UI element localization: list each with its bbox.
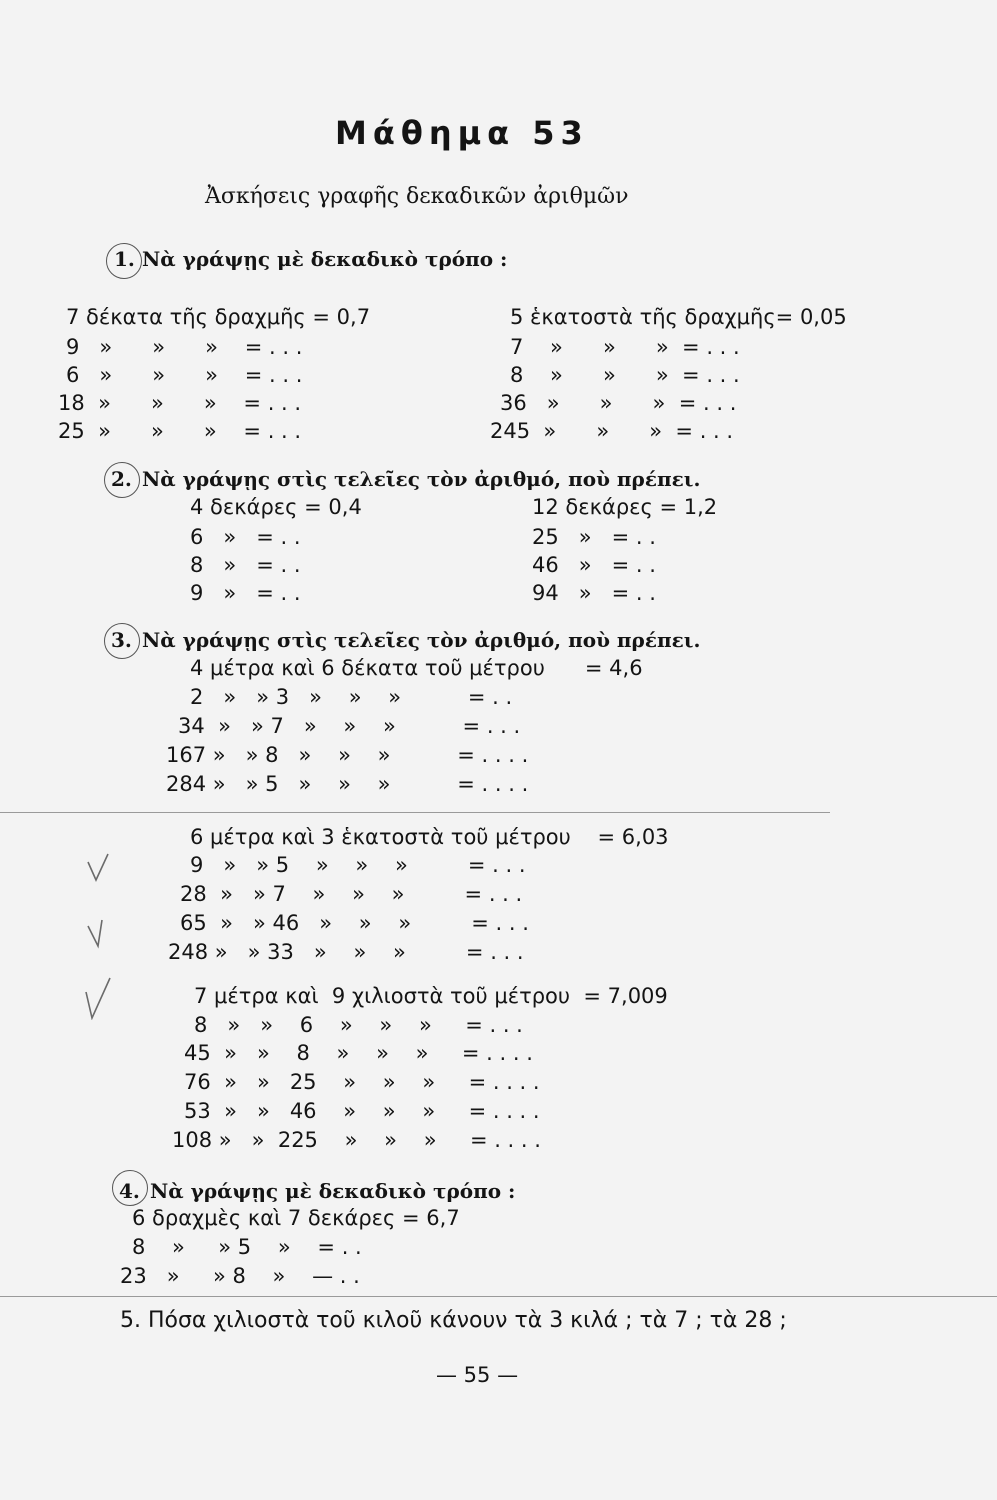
fold-line (0, 812, 830, 813)
exercise-1-left-row: 6 » » » = . . . (66, 363, 303, 387)
exercise-3-row: 2 » » 3 » » » = . . (190, 685, 513, 709)
exercise-3-row: 45 » » 8 » » » = . . . . (184, 1041, 533, 1065)
exercise-2-right-row: 94 » = . . (532, 581, 656, 605)
exercise-2-right-row: 46 » = . . (532, 553, 656, 577)
exercise-3-row: 9 » » 5 » » » = . . . (190, 853, 526, 877)
exercise-3-row: 7 μέτρα καὶ 9 χιλιοστὰ τοῦ μέτρου = 7,009 (194, 984, 668, 1008)
exercise-3-row: 8 » » 6 » » » = . . . (194, 1013, 523, 1037)
page-number: — 55 — (436, 1363, 519, 1387)
exercise-2-left-row: 6 » = . . (190, 525, 301, 549)
fold-line (0, 1296, 997, 1297)
exercise-1-left-row: 7 δέκατα τῆς δραχμῆς = 0,7 (66, 305, 371, 329)
exercise-1-left-row: 9 » » » = . . . (66, 335, 303, 359)
pencil-check-icon (80, 850, 120, 1020)
exercise-3-row: 167 » » 8 » » » = . . . . (166, 743, 529, 767)
exercise-2-heading: Νὰ γράψῃς στὶς τελεῖες τὸν ἀριθμό, ποὺ πρέπει. (142, 467, 701, 491)
exercise-3-heading: Νὰ γράψῃς στὶς τελεῖες τὸν ἀριθμό, ποὺ πρέπει. (142, 628, 701, 652)
exercise-4-row: 23 » » 8 » — . . (120, 1264, 360, 1288)
exercise-2-right-row: 12 δεκάρες = 1,2 (532, 495, 718, 519)
exercise-3-row: 28 » » 7 » » » = . . . (180, 882, 523, 906)
exercise-3-row: 34 » » 7 » » » = . . . (178, 714, 521, 738)
exercise-3-number: 3. (111, 628, 132, 652)
exercise-3-row: 6 μέτρα καὶ 3 ἑκατοστὰ τοῦ μέτρου = 6,03 (190, 825, 669, 849)
exercise-2-left-row: 8 » = . . (190, 553, 301, 577)
exercise-1-right-row: 8 » » » = . . . (510, 363, 740, 387)
exercise-3-row: 53 » » 46 » » » = . . . . (184, 1099, 540, 1123)
exercise-3-row: 76 » » 25 » » » = . . . . (184, 1070, 540, 1094)
exercise-1-right-row: 245 » » » = . . . (490, 419, 734, 443)
exercise-2-number: 2. (111, 467, 132, 491)
exercise-3-row: 248 » » 33 » » » = . . . (168, 940, 524, 964)
exercise-5-question: 5. Πόσα χιλιοστὰ τοῦ κιλοῦ κάνουν τὰ 3 κιλά ; τὰ 7 ; τὰ 28 ; (120, 1308, 787, 1333)
exercise-2-right-row: 25 » = . . (532, 525, 656, 549)
exercise-1-right-row: 5 ἑκατοστὰ τῆς δραχμῆς= 0,05 (510, 305, 847, 329)
exercise-3-row: 65 » » 46 » » » = . . . (180, 911, 529, 935)
exercise-4-number: 4. (119, 1179, 140, 1203)
exercise-3-row: 284 » » 5 » » » = . . . . (166, 772, 529, 796)
exercise-4-row: 8 » » 5 » = . . (132, 1235, 362, 1259)
exercise-4-row: 6 δραχμὲς καὶ 7 δεκάρες = 6,7 (132, 1206, 460, 1230)
page-title: Μάθημα 53 (335, 114, 589, 152)
page-subtitle: Ἀσκήσεις γραφῆς δεκαδικῶν ἀριθμῶν (205, 184, 629, 209)
exercise-1-left-row: 25 » » » = . . . (58, 419, 302, 443)
exercise-2-left-row: 4 δεκάρες = 0,4 (190, 495, 362, 519)
exercise-3-row: 4 μέτρα καὶ 6 δέκατα τοῦ μέτρου = 4,6 (190, 656, 643, 680)
exercise-1-heading: Νὰ γράψῃς μὲ δεκαδικὸ τρόπο : (142, 247, 508, 271)
exercise-2-left-row: 9 » = . . (190, 581, 301, 605)
exercise-1-right-row: 7 » » » = . . . (510, 335, 740, 359)
exercise-4-heading: Νὰ γράψῃς μὲ δεκαδικὸ τρόπο : (150, 1179, 516, 1203)
exercise-1-right-row: 36 » » » = . . . (500, 391, 737, 415)
exercise-1-number: 1. (114, 247, 135, 271)
exercise-3-row: 108 » » 225 » » » = . . . . (172, 1128, 541, 1152)
exercise-1-left-row: 18 » » » = . . . (58, 391, 302, 415)
